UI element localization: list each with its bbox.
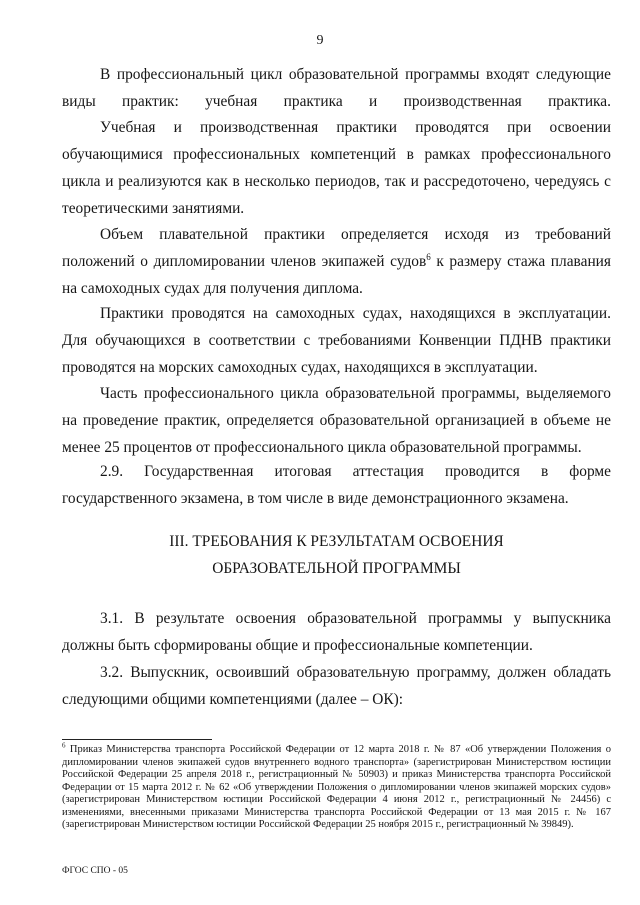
paragraph-practice-share: Часть профессионального цикла образовательной программы, выделяемого на проведение практик, определяется образовательной организацией в объеме не менее 25 процентов от профессионального цикла образовательной программы. <box>62 385 611 456</box>
paragraph-sailing-practice-text: Объем плавательной практики определяется исходя из требований положений о дипломировании членов экипажей судов <box>62 226 611 270</box>
footnote-marker: 6 <box>62 741 66 750</box>
paragraph-sailing-practice-text-end: к размеру стажа плавания на самоходных судах для получения диплома. <box>62 253 611 297</box>
footnote <box>62 741 611 832</box>
section-heading-line-2: ОБРАЗОВАТЕЛЬНОЙ ПРОГРАММЫ <box>212 560 461 577</box>
section-heading-line-1: III. ТРЕБОВАНИЯ К РЕЗУЛЬТАТАМ ОСВОЕНИЯ <box>169 533 504 550</box>
footnote-divider <box>62 739 212 740</box>
paragraph-practice-vessels: Практики проводятся на самоходных судах, находящихся в эксплуатации. Для обучающихся в соответствии с требованиями Конвенции ПДНВ практики проводятся на морских самоходных судах, находящихся в эксплуатации. <box>62 305 611 376</box>
paragraph-sailing-practice <box>62 221 611 302</box>
document-code: ФГОС СПО - 05 <box>62 866 128 876</box>
page-number: 9 <box>316 33 324 48</box>
footnote-text: Приказ Министерства транспорта Российской Федерации от 12 марта 2018 г. № 87 «Об утверждении Положения о дипломировании членов экипажей судов внутреннего водного транспорта» (зарегистрирован Министерством юстиции Российской Федерации 25 апреля 2018 г., регистрационный № 50903) и приказ Министерства транспорта Российской Федерации от 15 марта 2012 г. № 62 «Об утверждении Положения о дипломировании членов экипажей морских судов» (зарегистрирован Министерством юстиции Российской Федерации 4 июня 2012 г., регистрационный № 24456) с изменениями, внесенными приказами Министерства транспорта Российской Федерации от 13 мая 2015 г. № 167 (зарегистрирован Министерством юстиции Российской Федерации 25 ноября 2015 г., регистрационный № 39849). <box>62 744 611 830</box>
paragraph-practice-schedule: Учебная и производственная практики проводятся при освоении обучающимися профессиональных компетенций в рамках профессионального цикла и реализуются как в несколько периодов, так и рассредоточено, чередуясь с теоретическими занятиями. <box>62 119 611 217</box>
footnote-reference: 6 <box>426 251 431 262</box>
paragraph-competencies-formed: 3.1. В результате освоения образовательной программы у выпускника должны быть сформированы общие и профессиональные компетенции. <box>62 610 611 654</box>
paragraph-general-competencies: 3.2. Выпускник, освоивший образовательную программу, должен обладать следующими общими компетенциями (далее – ОК): <box>62 664 611 708</box>
paragraph-practice-types: В профессиональный цикл образовательной программы входят следующие виды практик: учебная практика и производственная практика. <box>62 66 611 110</box>
paragraph-state-attestation: 2.9. Государственная итоговая аттестация проводится в форме государственного экзамена, в том числе в виде демонстрационного экзамена. <box>62 463 611 507</box>
